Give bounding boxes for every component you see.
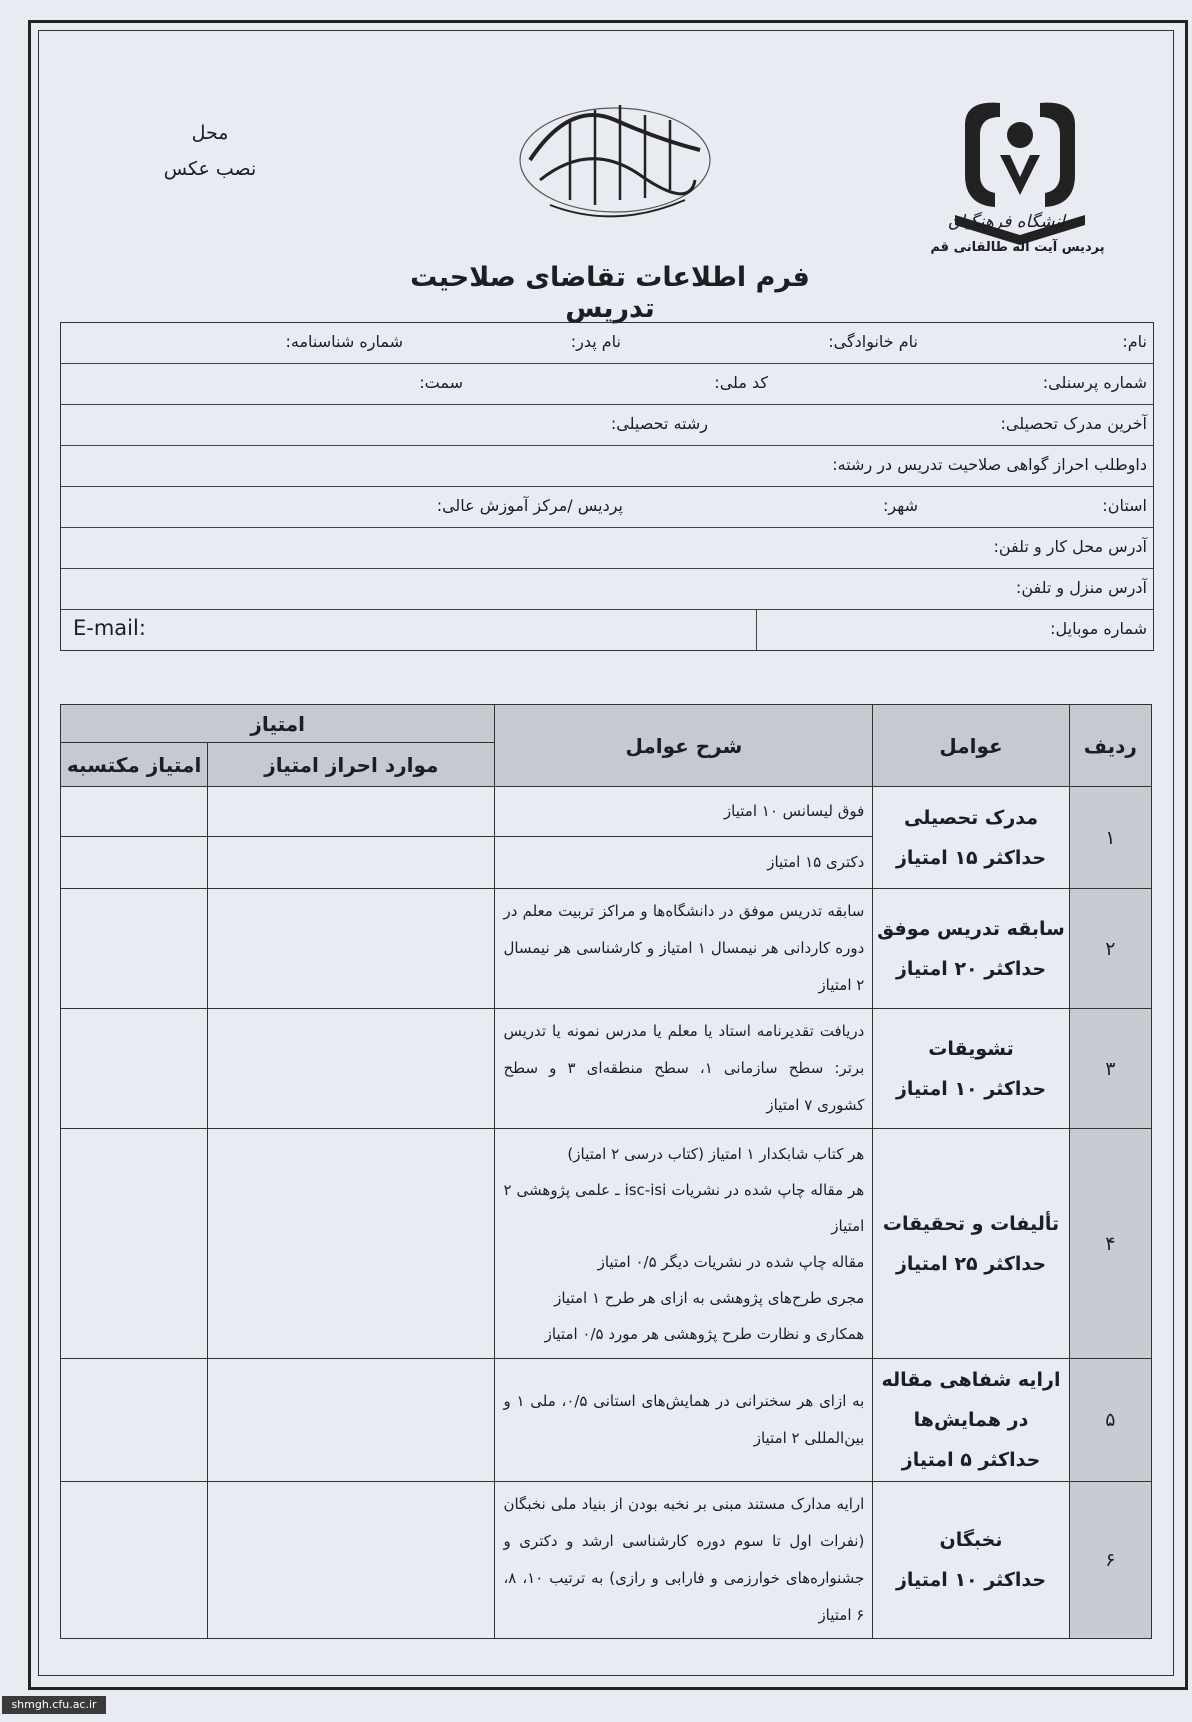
row-5-desc: به ازای هر سخنرانی در همایش‌های استانی ۰/۵، ملی ۱ و بین‌المللی ۲ امتیاز [495,1359,873,1482]
row-3-criteria-cell[interactable] [208,1009,495,1129]
home-address-field[interactable]: آدرس منزل و تلفن: [1015,578,1147,597]
row-3-desc: دریافت تقدیرنامه استاد یا معلم یا مدرس نمونه یا تدریس برتر: سطح سازمانی ۱، سطح منطقه‌ای ۳ و سطح کشوری ۷ امتیاز [495,1009,873,1129]
row-6-number: ۶ [1069,1482,1151,1639]
personnel-number-field[interactable]: شماره پرسنلی: [1042,373,1147,392]
row-5-earned-cell[interactable] [61,1359,208,1482]
father-name-field[interactable]: نام پدر: [570,332,621,351]
form-title: فرم اطلاعات تقاضای صلاحیت تدریس [410,262,810,324]
photo-placeholder [140,115,280,187]
row-6-criteria-cell[interactable] [208,1482,495,1639]
row-6-factor [873,1482,1069,1639]
row-4-desc-line: مجری طرح‌های پژوهشی به ازای هر طرح ۱ امتیاز [554,1288,865,1307]
row-1-number: ۱ [1069,787,1151,889]
info-row-candidate [61,446,1153,487]
info-row-work-address [61,528,1153,569]
row-1-factor [873,787,1069,889]
scoring-table [60,704,1152,1639]
row-5-factor [873,1359,1069,1482]
last-name-field[interactable]: نام خانوادگی: [828,332,918,351]
row-2-desc: سابقه تدریس موفق در دانشگاه‌ها و مراکز تربیت معلم در دوره کاردانی هر نیمسال ۱ امتیاز و کارشناسی هر نیمسال ۲ امتیاز [495,889,873,1009]
row-1b-criteria-cell[interactable] [208,837,495,889]
email-field[interactable]: E-mail: [73,616,146,640]
row-5-factor-max: حداکثر ۵ امتیاز [901,1449,1041,1471]
row-4-desc-line: هر کتاب شابکدار ۱ امتیاز (کتاب درسی ۲ امتیاز) [567,1144,865,1163]
row-4-desc-line: هر مقاله چاپ شده در نشریات isc-isi ـ علمی پژوهشی ۲ امتیاز [503,1180,865,1235]
row-5-criteria-cell[interactable] [208,1359,495,1482]
row-4-factor [873,1129,1069,1359]
email-divider [756,610,757,650]
info-row-education [61,405,1153,446]
campus-name: پردیس آیت اله طالقانی قم [930,240,1105,255]
photo-label-line1: محل [191,122,229,144]
row-6-desc: ارایه مدارک مستند مبنی بر نخبه بودن از بنیاد ملی نخبگان (نفرات اول تا سوم دوره کارشناسی ارشد و دکتری و جشنواره‌های خوارزمی و فارابی و رازی) به ترتیب ۱۰، ۸، ۶ امتیاز [495,1482,873,1639]
university-name: دانشگاه فرهنگیان [947,212,1073,232]
row-4-earned-cell[interactable] [61,1129,208,1359]
row-2-factor-name: سابقه تدریس موفق [877,917,1065,940]
row-6-factor-name: نخبگان [939,1529,1003,1551]
header-score: امتیاز [61,705,495,743]
row-6-earned-cell[interactable] [61,1482,208,1639]
province-field[interactable]: استان: [1102,496,1147,515]
row-5-number: ۵ [1069,1359,1151,1482]
field-of-study-field[interactable]: رشته تحصیلی: [610,414,708,433]
info-row-location [61,487,1153,528]
row-4-desc [495,1129,873,1359]
row-2-factor-max: حداکثر ۲۰ امتیاز [895,957,1047,980]
row-2-earned-cell[interactable] [61,889,208,1009]
row-1b-earned-cell[interactable] [61,837,208,889]
info-row-ids [61,364,1153,405]
row-5-factor-name: ارایه شفاهی مقاله در همایش‌ها [881,1369,1061,1431]
row-2-criteria-cell[interactable] [208,889,495,1009]
row-4-number: ۴ [1069,1129,1151,1359]
header-earned: امتیاز مکتسبه [61,743,208,787]
row-4-desc-line: مقاله چاپ شده در نشریات دیگر ۰/۵ امتیاز [597,1252,865,1271]
header-row-number: ردیف [1069,705,1151,787]
row-1-factor-name: مدرک تحصیلی [903,806,1039,829]
national-code-field[interactable]: کد ملی: [714,373,768,392]
row-4-desc-line: همکاری و نظارت طرح پژوهشی هر مورد ۰/۵ امتیاز [544,1324,865,1343]
position-field[interactable]: سمت: [419,373,463,392]
row-4-factor-name: تألیفات و تحقیقات [882,1212,1060,1235]
row-2-number: ۲ [1069,889,1151,1009]
row-4-criteria-cell[interactable] [208,1129,495,1359]
info-row-names [61,323,1153,364]
last-degree-field[interactable]: آخرین مدرک تحصیلی: [1000,414,1147,433]
row-2-factor [873,889,1069,1009]
row-3-number: ۳ [1069,1009,1151,1129]
basmala-calligraphy [510,80,720,230]
city-field[interactable]: شهر: [883,496,918,515]
candidate-field[interactable]: داوطلب احراز گواهی صلاحیت تدریس در رشته: [832,455,1147,474]
header-description: شرح عوامل [495,705,873,787]
row-1-desc-a: فوق لیسانس ۱۰ امتیاز [495,787,873,837]
row-3-earned-cell[interactable] [61,1009,208,1129]
first-name-field[interactable]: نام: [1122,332,1147,351]
site-watermark: shmgh.cfu.ac.ir [2,1696,106,1714]
info-row-home-address [61,569,1153,610]
row-6-factor-max: حداکثر ۱۰ امتیاز [895,1569,1047,1591]
info-row-contact [61,610,1153,650]
row-1-factor-max: حداکثر ۱۵ امتیاز [895,846,1047,869]
row-1-desc-b: دکتری ۱۵ امتیاز [495,837,873,889]
row-3-factor [873,1009,1069,1129]
row-3-factor-name: تشویقات [928,1037,1014,1060]
applicant-info-box [60,322,1154,651]
photo-label-line2: نصب عکس [163,158,257,180]
row-3-factor-max: حداکثر ۱۰ امتیاز [895,1077,1047,1100]
row-1a-criteria-cell[interactable] [208,787,495,837]
header-factors: عوامل [873,705,1069,787]
campus-center-field[interactable]: پردیس /مرکز آموزش عالی: [436,496,623,515]
birth-cert-field[interactable]: شماره شناسنامه: [285,332,403,351]
row-4-factor-max: حداکثر ۲۵ امتیاز [895,1252,1047,1275]
mobile-field[interactable]: شماره موبایل: [1050,619,1147,638]
row-1a-earned-cell[interactable] [61,787,208,837]
work-address-field[interactable]: آدرس محل کار و تلفن: [993,537,1147,556]
header-criteria: موارد احراز امتیاز [208,743,495,787]
